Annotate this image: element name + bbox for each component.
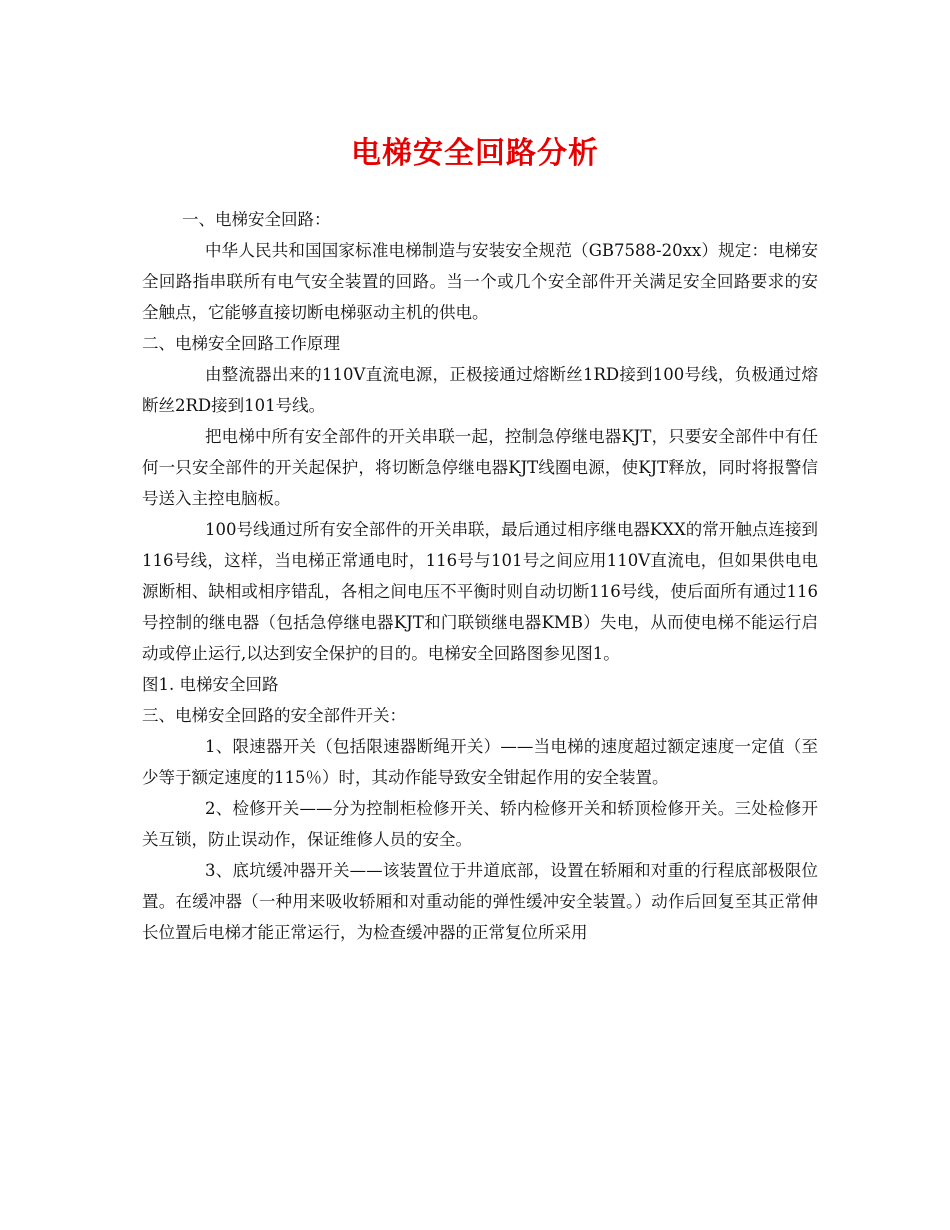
paragraph-power: 由整流器出来的110V直流电源，正极接通过熔断丝1RD接到100号线，负极通过熔断丝2RD接到101号线。 <box>142 365 818 415</box>
list-item-buffer: 3、底坑缓冲器开关——该装置位于井道底部，设置在轿厢和对重的行程底部极限位置。在缓冲器（一种用来吸收轿厢和对重动能的弹性缓冲安全装置。）动作后回复至其正常伸长位置后电梯才能正常运行，为检查缓冲器的正常复位所采用 <box>142 861 818 942</box>
section-heading-2: 二、电梯安全回路工作原理 <box>142 334 340 353</box>
section-heading-3: 三、电梯安全回路的安全部件开关： <box>142 706 406 725</box>
paragraph-line-100: 100号线通过所有安全部件的开关串联，最后通过相序继电器KXX的常开触点连接到116号线，这样，当电梯正常通电时，116号与101号之间应用110V直流电，但如果供电电源断相、缺相或相序错乱，各相之间电压不平衡时则自动切断116号线，使后面所有通过116号控制的继电器（包括急停继电器KJT和门联锁继电器KMB）失电，从而使电梯不能运行启动或停止运行,以达到安全保护的目的。电梯安全回路图参见图1。 <box>142 520 818 663</box>
paragraph-series: 把电梯中所有安全部件的开关串联一起，控制急停继电器KJT，只要安全部件中有任何一只安全部件的开关起保护，将切断急停继电器KJT线圈电源，使KJT释放，同时将报警信号送入主控电脑板。 <box>142 427 818 508</box>
list-item-inspection: 2、检修开关——分为控制柜检修开关、轿内检修开关和轿顶检修开关。三处检修开关互锁，防止误动作，保证维修人员的安全。 <box>142 799 818 849</box>
document-body <box>142 204 818 948</box>
section-heading-1: 一、电梯安全回路： <box>182 210 331 229</box>
document-title: 电梯安全回路分析 <box>351 136 599 171</box>
list-item-limiter: 1、限速器开关（包括限速器断绳开关）——当电梯的速度超过额定速度一定值（至少等于额定速度的115％）时，其动作能导致安全钳起作用的安全装置。 <box>142 737 818 787</box>
paragraph-standard: 中华人民共和国国家标准电梯制造与安装安全规范（GB7588-20xx）规定：电梯安全回路指串联所有电气安全装置的回路。当一个或几个安全部件开关满足安全回路要求的安全触点，它能够直接切断电梯驱动主机的供电。 <box>142 241 818 322</box>
figure-caption: 图1. 电梯安全回路 <box>142 675 279 694</box>
